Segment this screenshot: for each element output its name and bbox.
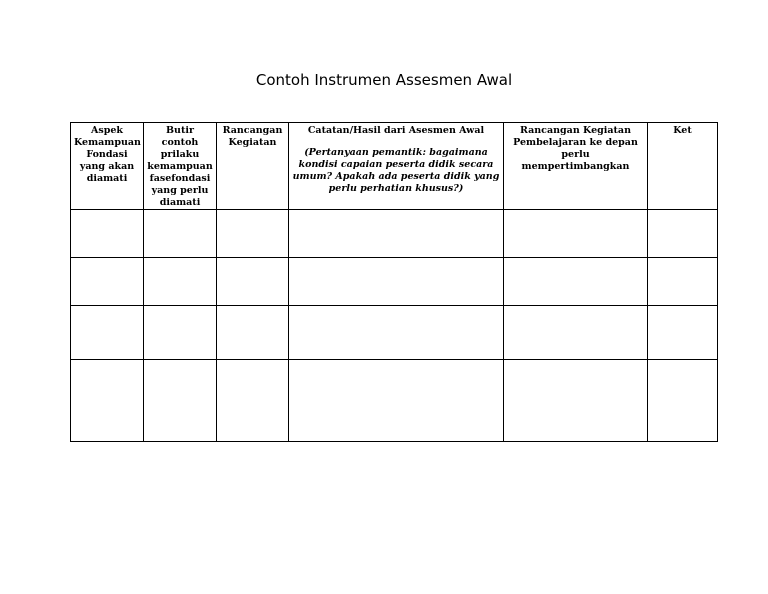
table-cell[interactable] bbox=[289, 360, 504, 442]
table-cell[interactable] bbox=[144, 306, 217, 360]
assessment-table bbox=[70, 122, 718, 442]
table-cell[interactable] bbox=[289, 306, 504, 360]
table-cell[interactable] bbox=[217, 210, 289, 258]
header-butir-contoh bbox=[144, 123, 217, 210]
header-rancangan-kegiatan bbox=[217, 123, 289, 210]
table-cell[interactable] bbox=[217, 360, 289, 442]
header-label: Butir contoh prilaku kemampuan fasefondasi yang perlu diamati bbox=[147, 125, 213, 208]
table-cell[interactable] bbox=[289, 258, 504, 306]
table-cell[interactable] bbox=[144, 210, 217, 258]
table-cell[interactable] bbox=[648, 360, 718, 442]
page-title: Contoh Instrumen Assesmen Awal bbox=[255, 71, 513, 89]
table-cell[interactable] bbox=[217, 258, 289, 306]
header-aspek-kemampuan bbox=[71, 123, 144, 210]
header-label: Rancangan Kegiatan Pembelajaran ke depan perlu mempertimbangkan bbox=[513, 125, 638, 172]
header-rancangan-pembelajaran bbox=[504, 123, 648, 210]
table-cell[interactable] bbox=[71, 360, 144, 442]
table-row bbox=[71, 258, 718, 306]
table-cell[interactable] bbox=[71, 210, 144, 258]
table-row bbox=[71, 210, 718, 258]
header-ket bbox=[648, 123, 718, 210]
header-label: Aspek Kemampuan Fondasi yang akan diamati bbox=[74, 125, 141, 184]
header-note: (Pertanyaan pemantik: bagaimana kondisi capaian peserta didik secara umum? Apakah ada peserta didik yang perlu perhatian khusus?) bbox=[292, 147, 500, 194]
table-cell[interactable] bbox=[648, 210, 718, 258]
table-cell[interactable] bbox=[144, 360, 217, 442]
header-label: Catatan/Hasil dari Asesmen Awal bbox=[307, 125, 485, 136]
table-row bbox=[71, 306, 718, 360]
table-cell[interactable] bbox=[648, 306, 718, 360]
table-cell[interactable] bbox=[217, 306, 289, 360]
table-cell[interactable] bbox=[289, 210, 504, 258]
table-cell[interactable] bbox=[504, 306, 648, 360]
table-cell[interactable] bbox=[504, 258, 648, 306]
header-label: Rancangan Kegiatan bbox=[222, 125, 283, 148]
table-cell[interactable] bbox=[504, 360, 648, 442]
table-cell[interactable] bbox=[71, 258, 144, 306]
table-header-row bbox=[71, 123, 718, 210]
table-cell[interactable] bbox=[504, 210, 648, 258]
header-label: Ket bbox=[673, 125, 692, 136]
table-row bbox=[71, 360, 718, 442]
header-catatan-hasil bbox=[289, 123, 504, 210]
table-cell[interactable] bbox=[648, 258, 718, 306]
table-cell[interactable] bbox=[144, 258, 217, 306]
table-cell[interactable] bbox=[71, 306, 144, 360]
